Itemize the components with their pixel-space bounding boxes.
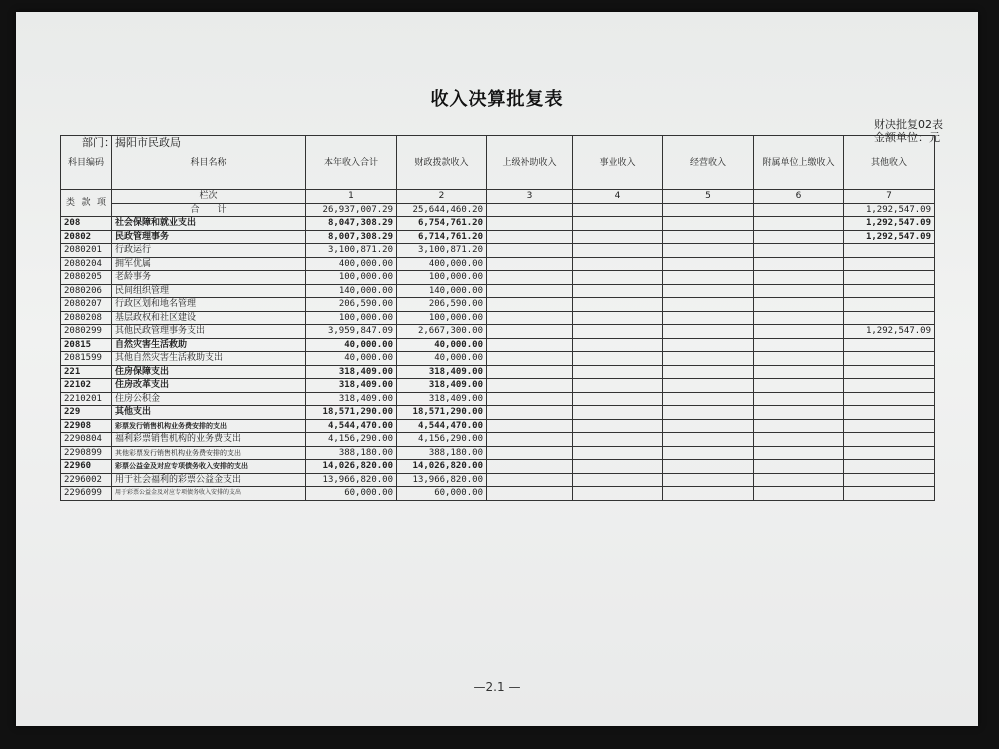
row-name: 住房改革支出 [112,379,306,393]
row-total: 318,409.00 [306,379,397,393]
row-operating [663,446,754,460]
row-superior [487,217,573,231]
row-total: 14,026,820.00 [306,460,397,474]
row-name: 住房公积金 [112,392,306,406]
row-operating [663,379,754,393]
table-row [61,433,935,447]
row-name: 用于彩票公益金及对应专项债务收入安排的支出 [112,487,306,501]
row-operating [663,230,754,244]
header-operating: 经营收入 [663,136,754,190]
col-index-6: 6 [754,190,844,204]
col-index-5: 5 [663,190,754,204]
row-total: 18,571,290.00 [306,406,397,420]
row-superior [487,338,573,352]
row-total: 3,959,847.09 [306,325,397,339]
row-other: 1,292,547.09 [844,230,935,244]
row-other: 1,292,547.09 [844,217,935,231]
row-fiscal: 4,156,290.00 [397,433,487,447]
row-operating [663,433,754,447]
row-superior [487,487,573,501]
row-fiscal: 60,000.00 [397,487,487,501]
col-index-7: 7 [844,190,935,204]
row-total: 3,100,871.20 [306,244,397,258]
row-code: 2290804 [61,433,112,447]
table-row [61,338,935,352]
row-other [844,271,935,285]
row-name: 彩票发行销售机构业务费安排的支出 [112,419,306,433]
row-affiliate [754,230,844,244]
row-business [573,203,663,217]
row-affiliate [754,352,844,366]
row-affiliate [754,244,844,258]
row-fiscal: 4,544,470.00 [397,419,487,433]
table-row [61,460,935,474]
row-superior [487,284,573,298]
row-code: 208 [61,217,112,231]
code-levels [61,190,112,217]
col-index-2: 2 [397,190,487,204]
row-code: 2080299 [61,325,112,339]
row-affiliate [754,338,844,352]
row-other [844,473,935,487]
page-title: 收入决算批复表 [430,89,564,110]
row-superior [487,352,573,366]
row-code: 2080201 [61,244,112,258]
row-superior [487,365,573,379]
row-business [573,325,663,339]
row-superior [487,433,573,447]
table-row [61,392,935,406]
row-fiscal: 6,754,761.20 [397,217,487,231]
row-name: 社会保障和就业支出 [112,217,306,231]
row-fiscal: 100,000.00 [397,311,487,325]
row-other [844,311,935,325]
row-affiliate [754,365,844,379]
row-operating [663,203,754,217]
row-operating [663,460,754,474]
row-business [573,311,663,325]
row-name: 合 计 [112,203,306,217]
row-business [573,352,663,366]
table-row [61,244,935,258]
row-fiscal: 318,409.00 [397,365,487,379]
row-total: 400,000.00 [306,257,397,271]
row-other: 1,292,547.09 [844,325,935,339]
row-business [573,473,663,487]
row-operating [663,244,754,258]
row-other: 1,292,547.09 [844,203,935,217]
row-name: 其他自然灾害生活救助支出 [112,352,306,366]
row-business [573,217,663,231]
row-business [573,365,663,379]
row-operating [663,311,754,325]
row-operating [663,365,754,379]
row-name: 民间组织管理 [112,284,306,298]
row-fiscal: 140,000.00 [397,284,487,298]
header-affiliate: 附属单位上缴收入 [754,136,844,190]
row-fiscal: 13,966,820.00 [397,473,487,487]
level-kuan: 款 [81,198,91,208]
col-index-4: 4 [573,190,663,204]
row-affiliate [754,271,844,285]
row-other [844,379,935,393]
row-other [844,365,935,379]
income-table [60,135,935,501]
row-affiliate [754,419,844,433]
row-superior [487,460,573,474]
row-code: 22960 [61,460,112,474]
row-superior [487,473,573,487]
table-row [61,365,935,379]
row-affiliate [754,284,844,298]
row-operating [663,298,754,312]
row-name: 其他支出 [112,406,306,420]
row-business [573,338,663,352]
row-affiliate [754,392,844,406]
table-row [61,311,935,325]
row-affiliate [754,487,844,501]
row-affiliate [754,257,844,271]
row-business [573,230,663,244]
row-code: 2080207 [61,298,112,312]
row-business [573,257,663,271]
row-superior [487,406,573,420]
row-fiscal: 2,667,300.00 [397,325,487,339]
row-operating [663,271,754,285]
col-index-1: 1 [306,190,397,204]
header-fiscal: 财政拨款收入 [397,136,487,190]
row-name: 拥军优属 [112,257,306,271]
row-affiliate [754,325,844,339]
row-business [573,433,663,447]
row-fiscal: 40,000.00 [397,338,487,352]
row-superior [487,271,573,285]
department-label: 部门：揭阳市民政局 [82,136,181,149]
row-other [844,419,935,433]
row-superior [487,230,573,244]
row-code: 20802 [61,230,112,244]
table-row [61,419,935,433]
row-code: 221 [61,365,112,379]
row-code: 20815 [61,338,112,352]
row-name: 基层政权和社区建设 [112,311,306,325]
lanci-label: 栏次 [112,190,306,204]
row-business [573,487,663,501]
row-total: 40,000.00 [306,338,397,352]
row-code: 2081599 [61,352,112,366]
row-operating [663,325,754,339]
table-row [61,230,935,244]
row-name: 民政管理事务 [112,230,306,244]
row-code: 2080206 [61,284,112,298]
table-row [61,379,935,393]
row-code: 2080204 [61,257,112,271]
row-fiscal: 25,644,460.20 [397,203,487,217]
row-business [573,379,663,393]
row-operating [663,406,754,420]
row-other [844,352,935,366]
level-xiang: 项 [96,198,106,208]
table-row [61,217,935,231]
row-affiliate [754,406,844,420]
row-total: 8,047,308.29 [306,217,397,231]
row-operating [663,487,754,501]
row-superior [487,419,573,433]
table-row [61,257,935,271]
row-name: 彩票公益金及对应专项债务收入安排的支出 [112,460,306,474]
table-row [61,271,935,285]
row-business [573,244,663,258]
row-other [844,487,935,501]
row-business [573,446,663,460]
row-other [844,298,935,312]
row-total: 13,966,820.00 [306,473,397,487]
row-total: 318,409.00 [306,392,397,406]
row-total: 318,409.00 [306,365,397,379]
row-operating [663,419,754,433]
row-other [844,284,935,298]
row-name: 老龄事务 [112,271,306,285]
row-name: 用于社会福利的彩票公益金支出 [112,473,306,487]
table-row [61,446,935,460]
row-business [573,284,663,298]
row-code: 2080208 [61,311,112,325]
row-name: 其他彩票发行销售机构业务费安排的支出 [112,446,306,460]
row-total: 100,000.00 [306,311,397,325]
row-superior [487,311,573,325]
row-business [573,406,663,420]
row-total: 4,544,470.00 [306,419,397,433]
row-fiscal: 100,000.00 [397,271,487,285]
row-superior [487,392,573,406]
row-code: 229 [61,406,112,420]
table-row [61,473,935,487]
header-business: 事业收入 [573,136,663,190]
header-total: 本年收入合计 [306,136,397,190]
row-name: 福利彩票销售机构的业务费支出 [112,433,306,447]
row-fiscal: 318,409.00 [397,392,487,406]
header-code: 科目编码 [61,136,112,190]
row-operating [663,257,754,271]
row-code: 22908 [61,419,112,433]
row-name: 行政区划和地名管理 [112,298,306,312]
row-other [844,257,935,271]
row-other [844,446,935,460]
row-affiliate [754,217,844,231]
row-fiscal: 40,000.00 [397,352,487,366]
row-code: 2296002 [61,473,112,487]
row-business [573,392,663,406]
row-business [573,419,663,433]
row-total: 8,007,308.29 [306,230,397,244]
table-row [61,487,935,501]
row-affiliate [754,298,844,312]
row-name: 行政运行 [112,244,306,258]
table-row [61,325,935,339]
row-other [844,433,935,447]
row-code: 2290899 [61,446,112,460]
table-row [61,298,935,312]
row-total: 206,590.00 [306,298,397,312]
row-superior [487,298,573,312]
row-code: 2296099 [61,487,112,501]
col-index-3: 3 [487,190,573,204]
row-affiliate [754,473,844,487]
row-total: 60,000.00 [306,487,397,501]
row-affiliate [754,433,844,447]
form-number: 财决批复02表 [874,118,943,131]
row-operating [663,338,754,352]
row-total: 388,180.00 [306,446,397,460]
level-lei: 类 [66,198,76,208]
row-affiliate [754,311,844,325]
row-fiscal: 3,100,871.20 [397,244,487,258]
row-total: 140,000.00 [306,284,397,298]
page-number: —2.1 — [473,680,521,694]
row-total: 100,000.00 [306,271,397,285]
header-name: 科目名称 [112,136,306,190]
row-other [844,406,935,420]
row-superior [487,244,573,258]
row-superior [487,257,573,271]
row-name: 住房保障支出 [112,365,306,379]
table-row [61,406,935,420]
table-row [61,284,935,298]
row-operating [663,284,754,298]
row-superior [487,325,573,339]
row-other [844,338,935,352]
row-total: 26,937,007.29 [306,203,397,217]
row-business [573,460,663,474]
table-row [61,203,935,217]
row-other [844,392,935,406]
row-fiscal: 206,590.00 [397,298,487,312]
row-fiscal: 388,180.00 [397,446,487,460]
row-operating [663,473,754,487]
row-fiscal: 18,571,290.00 [397,406,487,420]
row-code: 2210201 [61,392,112,406]
row-name: 其他民政管理事务支出 [112,325,306,339]
header-other: 其他收入 [844,136,935,190]
row-code: 22102 [61,379,112,393]
row-operating [663,352,754,366]
row-fiscal: 318,409.00 [397,379,487,393]
row-other [844,244,935,258]
row-superior [487,446,573,460]
column-index-row [61,190,935,204]
row-affiliate [754,379,844,393]
row-affiliate [754,203,844,217]
row-affiliate [754,446,844,460]
table-row [61,352,935,366]
row-affiliate [754,460,844,474]
row-superior [487,203,573,217]
row-operating [663,392,754,406]
header-superior: 上级补助收入 [487,136,573,190]
row-business [573,271,663,285]
row-name: 自然灾害生活救助 [112,338,306,352]
row-total: 4,156,290.00 [306,433,397,447]
row-total: 40,000.00 [306,352,397,366]
row-business [573,298,663,312]
row-fiscal: 400,000.00 [397,257,487,271]
row-fiscal: 6,714,761.20 [397,230,487,244]
row-other [844,460,935,474]
row-superior [487,379,573,393]
row-code: 2080205 [61,271,112,285]
row-fiscal: 14,026,820.00 [397,460,487,474]
amount-unit: 金额单位：元 [874,131,940,144]
row-operating [663,217,754,231]
